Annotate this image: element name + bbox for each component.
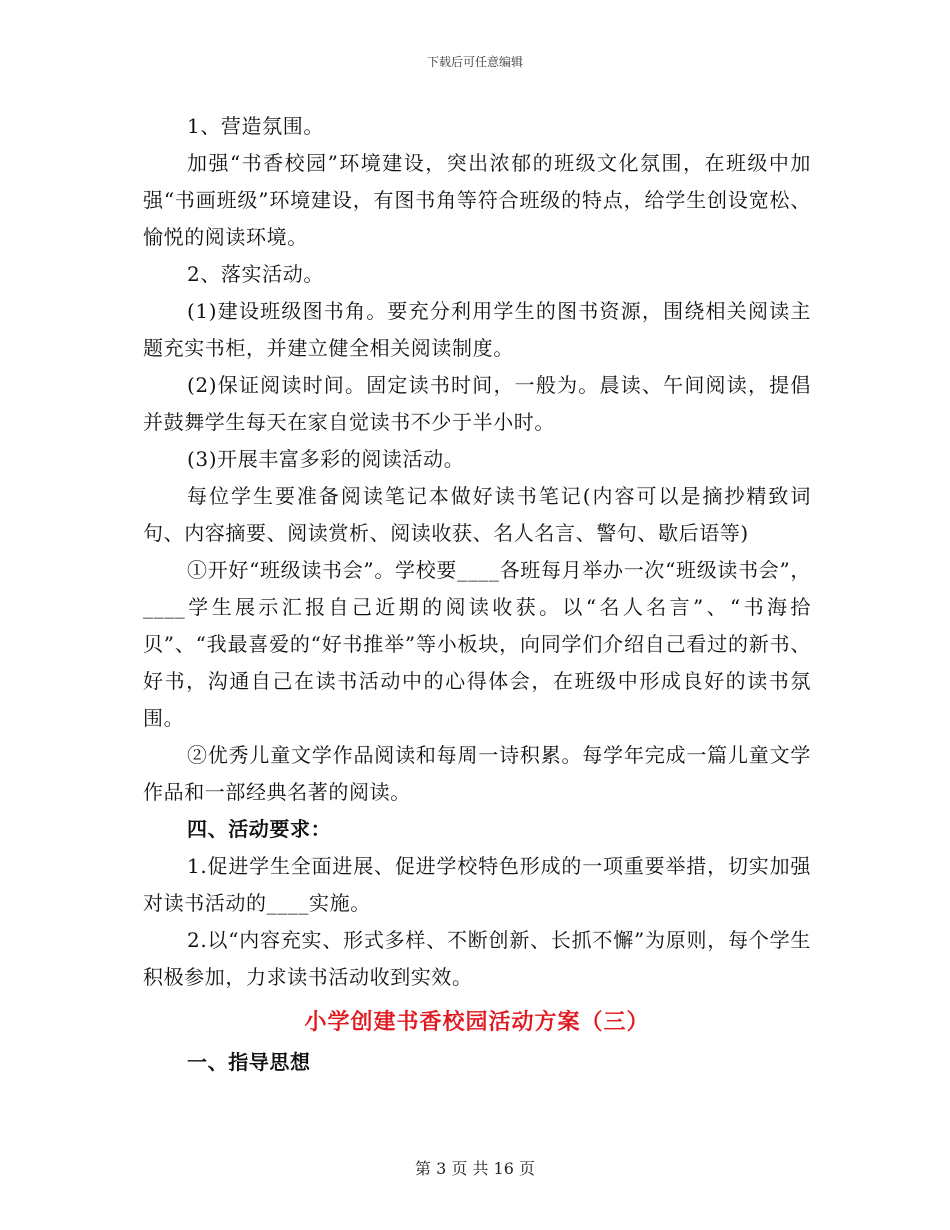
paragraph-environment: 加强“书香校园”环境建设，突出浓郁的班级文化氛围，在班级中加强“书画班级”环境建设，有图书角等符合班级的特点，给学生创设宽松、愉悦的阅读环境。	[143, 151, 811, 249]
paragraph-childrens-literature: ②优秀儿童文学作品阅读和每周一诗积累。每学年完成一篇儿童文学作品和一部经典名著的阅读。	[143, 743, 811, 804]
heading-activity-requirements: 四、活动要求：	[187, 817, 332, 841]
paragraph-requirement-2: 2.以“内容充实、形式多样、不断创新、长抓不懈”为原则，每个学生积极参加，力求读书活动收到实效。	[143, 928, 811, 989]
paragraph-activities: (3)开展丰富多彩的阅读活动。	[187, 447, 465, 471]
section-title: 小学创建书香校园活动方案（三）	[304, 1009, 650, 1035]
page-number: 第 3 页 共 16 页	[415, 1159, 535, 1178]
paragraph-reading-notes: 每位学生要准备阅读笔记本做好读书笔记(内容可以是摘抄精致词句、内容摘要、阅读赏析、阅读收获、名人名言、警句、歇后语等)	[143, 484, 811, 545]
paragraph-book-corner: (1)建设班级图书角。要充分利用学生的图书资源，围绕相关阅读主题充实书柜，并建立健全相关阅读制度。	[143, 299, 811, 360]
paragraph-requirement-1: 1.促进学生全面进展、促进学校特色形成的一项重要举措，切实加强对读书活动的____实施。	[143, 854, 811, 915]
heading-create-atmosphere: 1、营造氛围。	[187, 114, 324, 138]
document-body	[143, 108, 811, 1081]
paragraph-reading-club: ①开好“班级读书会”。学校要____各班每月举办一次“班级读书会”，____学生展示汇报自己近期的阅读收获。以“名人名言”、“书海拾贝”、“我最喜爱的“好书推举”等小板块，向同学们介绍自己看过的新书、好书，沟通自己在读书活动中的心得体会，在班级中形成良好的读书氛围。	[143, 558, 811, 730]
heading-implement-activities: 2、落实活动。	[187, 262, 324, 286]
paragraph-reading-time: (2)保证阅读时间。固定读书时间，一般为。晨读、午间阅读，提倡并鼓舞学生每天在家自觉读书不少于半小时。	[143, 373, 811, 434]
heading-guiding-ideology: 一、指导思想	[187, 1050, 311, 1074]
download-note: 下载后可任意编辑	[426, 55, 523, 69]
